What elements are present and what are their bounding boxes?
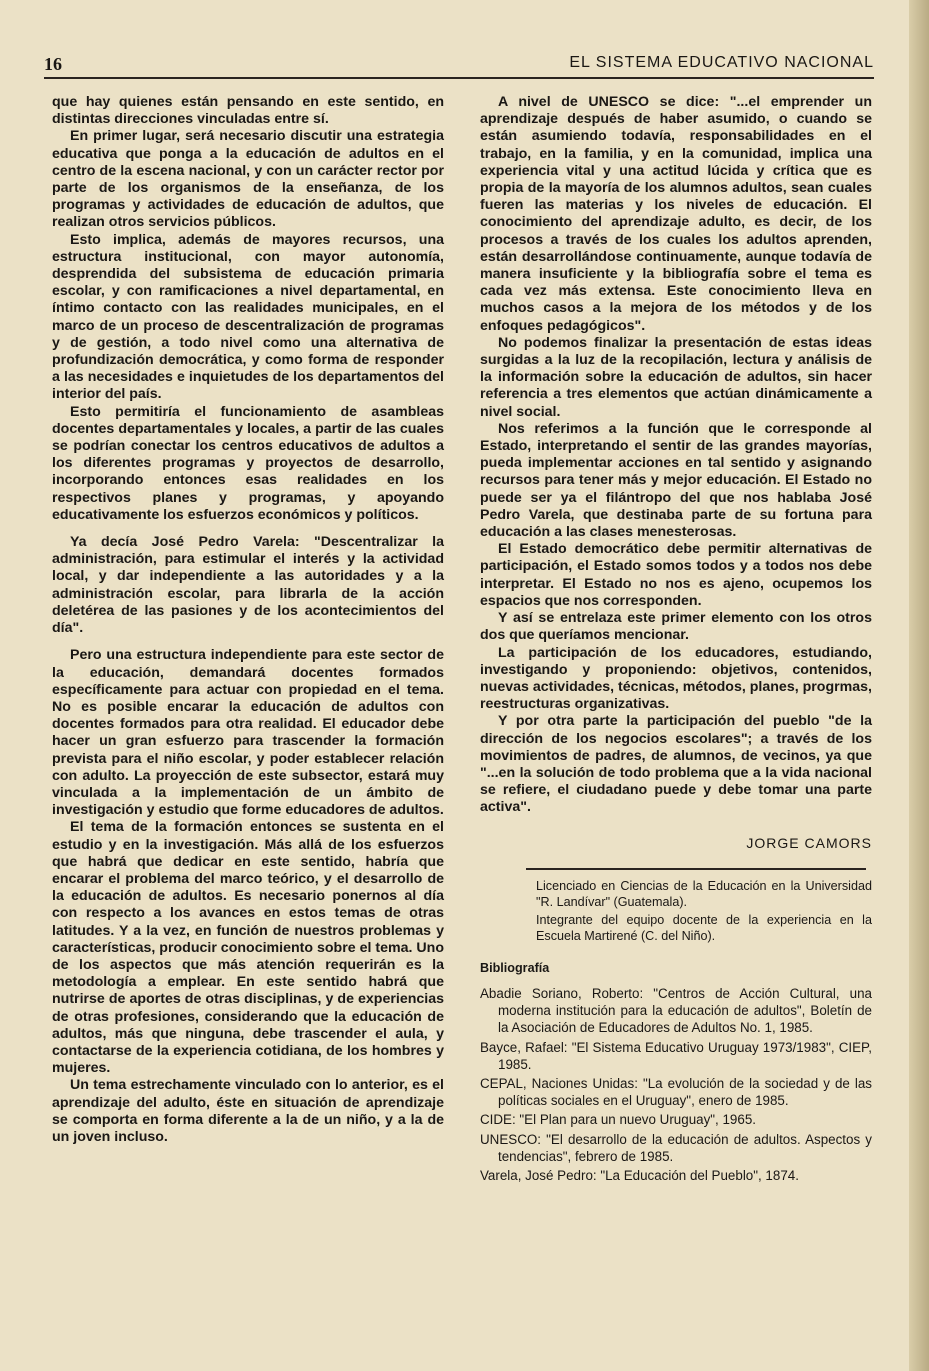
page-number: 16 xyxy=(44,54,62,74)
paragraph: Y por otra parte la participación del pueblo "de la dirección de los negocios escolares"; a través de los movimientos de padres, de alumnos, de vecinos, ya que "...en la solución de todo problema que a la vida nacional se refiere, el ciudadano puede y debe tomar una parte activa". xyxy=(480,713,872,816)
paragraph: El Estado democrático debe permitir alternativas de participación, el Estado somos todos y a todos nos debe interpretar. El Estado no nos es ajeno, ocupemos los espacios que nos corresponden. xyxy=(480,541,872,609)
running-title: EL SISTEMA EDUCATIVO NACIONAL xyxy=(569,54,874,71)
paragraph: Esto implica, además de mayores recursos, una estructura institucional, con mayor autonomía, desprendida del subsistema de educación primaria escolar, y con ramificaciones a nivel departamental, en íntimo contacto con las realidades municipales, en el marco de un proceso de descentralización de programas y de gestión, a todo nivel como una alternativa de profundización democrática, y como forma de responder a las necesidades e inquietudes de los departamentos del interior del país. xyxy=(52,231,444,403)
bibliography-entry: CIDE: "El Plan para un nuevo Uruguay", 1965. xyxy=(480,1112,756,1128)
paragraph: Pero una estructura independiente para este sector de la educación, demandará docentes formados específicamente para actuar con propiedad en el tema. No es posible encarar la educación de adultos con docentes formados para otra realidad. El educador debe hacer un gran esfuerzo para trascender la formación prevista para el niño escolar, y poder establecer relación con adulto. La proyección de este subsector, estará muy vinculada a la implementación de un ámbito de investigación y estudio que forme educadores de adultos. xyxy=(52,647,444,819)
bibliography-entry: Abadie Soriano, Roberto: "Centros de Acción Cultural, una moderna institución para la educación de adultos", Boletín de la Asociación de Educadores de Adultos No. 1, 1985. xyxy=(480,985,872,1036)
bibliography-title: Bibliografía xyxy=(480,960,550,975)
paragraph: A nivel de UNESCO se dice: "...el emprender un aprendizaje después de haber asumido, o cuando se están asumiendo todavía, responsabilidades en el trabajo, en la familia, y en la comunidad, implica una experiencia vital y una actitud lúcida y crítica que es propia de la mayoría de los alumnos adultos, sean cuales fueren las materias y los niveles de educación. El conocimiento del aprendizaje adulto, es decir, de los procesos a través de los cuales los adultos aprenden, están desarrollándose continuamente, aunque todavía de manera insuficiente y la bibliografía sobre el tema es cada vez más extensa. Este conocimiento lleva en muchos casos a la mejora de los métodos y de los enfoques pedagógicos". xyxy=(480,94,872,334)
paragraph: La participación de los educadores, estudiando, investigando y proponiendo: objetivos, contenidos, nuevas actividades, técnicas, métodos, planes, progrmas, reestructuras organizativas. xyxy=(480,644,872,713)
paragraph: No podemos finalizar la presentación de estas ideas surgidas a la luz de la recopilación, lectura y análisis de la información sobre la educación de adultos, sin hacer referencia a tres elementos que actúan dinámicamente a nivel social. xyxy=(480,334,872,420)
paragraph: Y así se entrelaza este primer elemento con los otros dos que queríamos mencionar. xyxy=(480,610,872,644)
left-column xyxy=(52,94,444,1146)
page-header xyxy=(44,52,874,76)
author-note xyxy=(536,878,872,944)
paragraph: El tema de la formación entonces se sustenta en el estudio y en la investigación. Más allá de los esfuerzos que habrá que dedicar en este sentido, habría que encarar el problema del marco teórico, y el desarrollo de la educación de adultos. Es necesario ponernos al día con respecto a los avances en estos temas de otras latitudes. Y a la vez, en función de nuestros problemas y características, producir conocimiento sobre el tema. Uno de los aspectos que más atención requerirán es la metodología a emplear. En este sentido habrá que nutrirse de aportes de otras disciplinas, y de experiencias de otras profesiones, considerando que la educación de adultos, más que ninguna, debe trascender el aula, y contactarse de la experiencia cotidiana, de los hombres y mujeres. xyxy=(52,819,444,1077)
bibliography-entry: Bayce, Rafael: "El Sistema Educativo Uruguay 1973/1983", CIEP, 1985. xyxy=(480,1039,872,1072)
paragraph: Nos referimos a la función que le corresponde al Estado, interpretando el sentir de las grandes mayorías, pueda implementar acciones en tal sentido y asignando recursos para tener más y mejor educación. El Estado no puede ser ya el filántropo del que nos hablaba José Pedro Varela, que destinaba parte de su fortuna para educación a las clases menesterosas. xyxy=(480,420,872,541)
author-name: JORGE CAMORS xyxy=(746,834,872,851)
author-note-line: Licenciado en Ciencias de la Educación en la Universidad "R. Landívar" (Guatemala). xyxy=(536,878,872,909)
bibliography-entry: Varela, José Pedro: "La Educación del Pueblo", 1874. xyxy=(480,1167,799,1183)
page-edge-shadow xyxy=(909,0,929,1371)
author-separator-rule xyxy=(526,868,866,870)
header-rule xyxy=(44,77,874,79)
bibliography-entry: UNESCO: "El desarrollo de la educación de adultos. Aspectos y tendencias", febrero de 1985. xyxy=(480,1131,872,1164)
quote-paragraph: Ya decía José Pedro Varela: "Descentralizar la administración, para estimular el interés y la actividad local, y dar independiente a las autoridades y a la administración escolar, para librarla de la acción deletérea de las pasiones y de los acontecimientos del día". xyxy=(52,534,444,637)
author-note-line: Integrante del equipo docente de la experiencia en la Escuela Martirené (C. del Niño). xyxy=(536,912,872,943)
paragraph: Esto permitiría el funcionamiento de asambleas docentes departamentales y locales, a partir de las cuales se podrían conectar los centros educativos de adultos a los diferentes programas y proyectos de desarrollo, incorporando entonces esas realidades en los respectivos planes y programas, y apoyando educativamente los esfuerzos económicos y políticos. xyxy=(52,403,444,523)
paragraph: que hay quienes están pensando en este sentido, en distintas direcciones vinculadas entre sí. xyxy=(52,94,444,128)
right-column xyxy=(480,94,872,1186)
paragraph: En primer lugar, será necesario discutir una estrategia educativa que ponga a la educación de adultos en el centro de la escena nacional, y con un carácter rector por parte de los organismos de la enseñanza, de los programas y actividades de educación de adultos, que realizan otros servicios públicos. xyxy=(52,128,444,231)
bibliography-list xyxy=(480,985,872,1184)
bibliography-entry: CEPAL, Naciones Unidas: "La evolución de la sociedad y de las políticas sociales en el Uruguay", enero de 1985. xyxy=(480,1075,872,1109)
paragraph: Un tema estrechamente vinculado con lo anterior, es el aprendizaje del adulto, éste en situación de aprendizaje se comporta en forma diferente a la de un niño, y a la de un joven incluso. xyxy=(52,1077,444,1145)
